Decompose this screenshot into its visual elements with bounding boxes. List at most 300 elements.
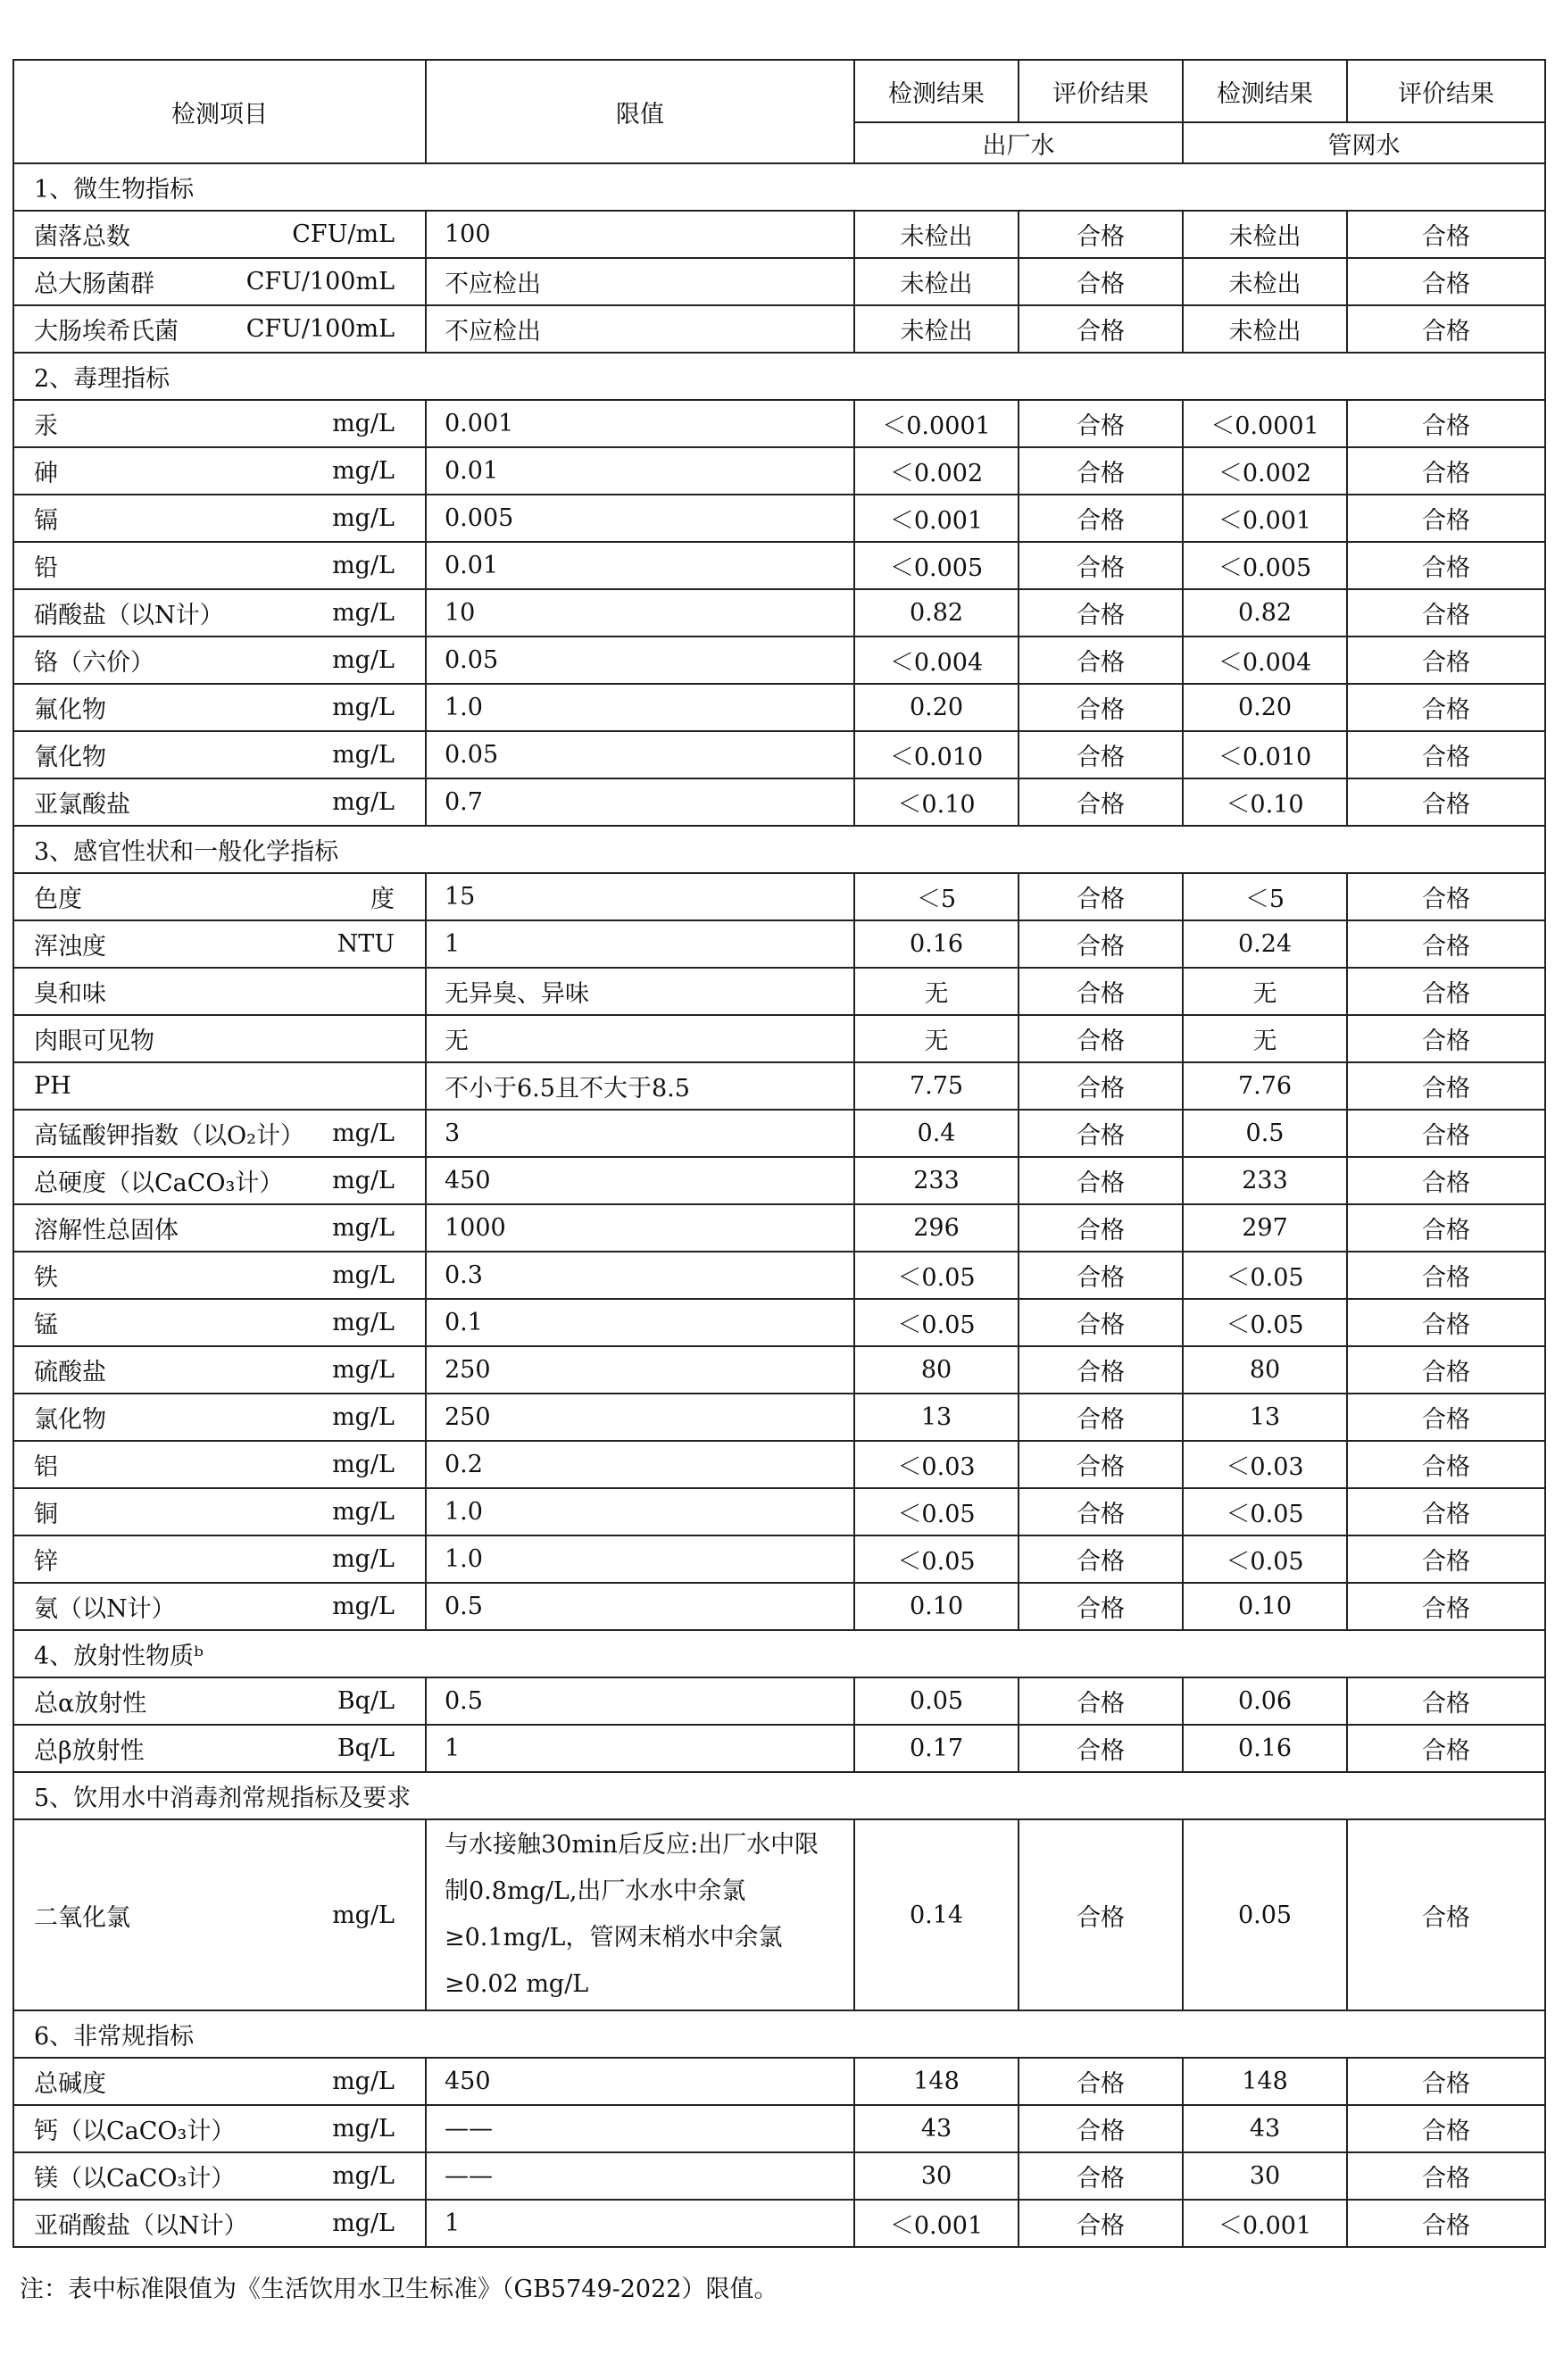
table-row xyxy=(13,1015,1545,1062)
limit-value: 0.01 xyxy=(426,447,854,495)
limit-value: 450 xyxy=(426,1157,854,1204)
factory-result: 0.20 xyxy=(854,684,1019,731)
section-row xyxy=(13,353,1545,400)
section-row xyxy=(13,1772,1545,1819)
item-name: 铅 xyxy=(34,554,58,582)
limit-value: 不应检出 xyxy=(426,305,854,353)
item-name: 铜 xyxy=(34,1501,58,1528)
factory-result: 未检出 xyxy=(854,211,1019,258)
factory-result: ＜0.05 xyxy=(854,1535,1019,1583)
item-unit: CFU/100mL xyxy=(245,268,395,295)
network-result: 233 xyxy=(1183,1157,1347,1204)
network-evaluation: 合格 xyxy=(1347,1583,1545,1630)
item-name: 大肠埃希氏菌 xyxy=(34,318,179,345)
item-wrap xyxy=(14,264,425,299)
network-result: ＜0.002 xyxy=(1183,447,1347,495)
header-limit: 限值 xyxy=(426,60,854,163)
item-cell xyxy=(13,1819,426,2010)
item-cell xyxy=(13,400,426,447)
item-unit: mg/L xyxy=(332,2115,395,2143)
limit-value: 1.0 xyxy=(426,684,854,731)
factory-evaluation: 合格 xyxy=(1019,873,1183,920)
network-result: 0.06 xyxy=(1183,1677,1347,1725)
section-row xyxy=(13,2010,1545,2058)
item-wrap xyxy=(14,1494,425,1529)
item-name: 总大肠菌群 xyxy=(34,270,154,298)
network-evaluation: 合格 xyxy=(1347,447,1545,495)
item-cell xyxy=(13,1488,426,1535)
limit-value: 与水接触30min后反应:出厂水中限制0.8mg/L,出厂水水中余氯≥0.1mg/L，管网末梢水中余氯≥0.02 mg/L xyxy=(426,1819,854,2010)
item-cell xyxy=(13,1441,426,1488)
item-wrap xyxy=(14,595,425,630)
factory-result: ＜0.05 xyxy=(854,1488,1019,1535)
table-row xyxy=(13,920,1545,968)
network-result: ＜0.05 xyxy=(1183,1535,1347,1583)
item-unit: mg/L xyxy=(332,1214,395,1242)
network-evaluation: 合格 xyxy=(1347,258,1545,305)
network-evaluation: 合格 xyxy=(1347,2058,1545,2105)
table-row xyxy=(13,1204,1545,1252)
item-unit: Bq/L xyxy=(337,1687,395,1715)
item-wrap xyxy=(14,1163,425,1198)
item-name: 总β放射性 xyxy=(34,1737,145,1765)
limit-value: 0.005 xyxy=(426,495,854,542)
table-row xyxy=(13,2200,1545,2247)
network-result: ＜0.03 xyxy=(1183,1441,1347,1488)
item-wrap xyxy=(14,785,425,820)
factory-evaluation: 合格 xyxy=(1019,2058,1183,2105)
item-wrap xyxy=(14,454,425,488)
network-result: 未检出 xyxy=(1183,211,1347,258)
network-evaluation: 合格 xyxy=(1347,637,1545,684)
factory-result: ＜0.001 xyxy=(854,2200,1019,2247)
item-unit: mg/L xyxy=(332,1309,395,1336)
factory-result: 296 xyxy=(854,1204,1019,1252)
item-name: 总α放射性 xyxy=(34,1690,147,1718)
factory-result: ＜0.10 xyxy=(854,778,1019,826)
factory-result: 0.4 xyxy=(854,1110,1019,1157)
network-result: 13 xyxy=(1183,1394,1347,1441)
item-wrap xyxy=(14,2206,425,2241)
network-evaluation: 合格 xyxy=(1347,495,1545,542)
item-wrap xyxy=(14,2159,425,2193)
header-result-network: 检测结果 xyxy=(1183,60,1347,122)
item-name: 亚硝酸盐（以N计） xyxy=(34,2212,248,2240)
factory-evaluation: 合格 xyxy=(1019,1677,1183,1725)
network-result: ＜0.001 xyxy=(1183,2200,1347,2247)
limit-value: 0.01 xyxy=(426,542,854,589)
network-result: ＜0.05 xyxy=(1183,1299,1347,1346)
limit-value: 不小于6.5且不大于8.5 xyxy=(426,1062,854,1110)
factory-result: 0.14 xyxy=(854,1819,1019,2010)
network-result: ＜0.05 xyxy=(1183,1252,1347,1299)
factory-evaluation: 合格 xyxy=(1019,542,1183,589)
table-row xyxy=(13,1157,1545,1204)
item-wrap xyxy=(14,1072,425,1100)
item-wrap xyxy=(14,548,425,583)
factory-result: 0.17 xyxy=(854,1725,1019,1772)
item-unit: mg/L xyxy=(332,2209,395,2237)
limit-value: 不应检出 xyxy=(426,258,854,305)
factory-evaluation: 合格 xyxy=(1019,211,1183,258)
table-row xyxy=(13,495,1545,542)
item-unit: mg/L xyxy=(332,1593,395,1620)
table-row xyxy=(13,1535,1545,1583)
item-unit: mg/L xyxy=(332,1451,395,1478)
limit-value: 无 xyxy=(426,1015,854,1062)
factory-result: 7.75 xyxy=(854,1062,1019,1110)
network-evaluation: 合格 xyxy=(1347,1819,1545,2010)
item-cell xyxy=(13,873,426,920)
table-row xyxy=(13,1252,1545,1299)
item-unit: mg/L xyxy=(332,1498,395,1526)
item-wrap xyxy=(14,217,425,252)
factory-evaluation: 合格 xyxy=(1019,495,1183,542)
item-name: 氨（以N计） xyxy=(34,1595,176,1623)
limit-value: 450 xyxy=(426,2058,854,2105)
water-quality-report-table xyxy=(12,59,1546,2248)
network-result: 30 xyxy=(1183,2152,1347,2200)
item-cell xyxy=(13,1299,426,1346)
item-name: 铝 xyxy=(34,1453,58,1481)
table-row xyxy=(13,1346,1545,1394)
factory-evaluation: 合格 xyxy=(1019,1535,1183,1583)
network-evaluation: 合格 xyxy=(1347,211,1545,258)
item-unit: mg/L xyxy=(332,1119,395,1147)
item-unit: NTU xyxy=(337,930,395,958)
factory-evaluation: 合格 xyxy=(1019,589,1183,637)
item-cell xyxy=(13,1394,426,1441)
item-unit: mg/L xyxy=(332,788,395,816)
item-name: 铬（六价） xyxy=(34,649,154,677)
factory-evaluation: 合格 xyxy=(1019,1441,1183,1488)
item-name: 总硬度（以CaCO₃计） xyxy=(34,1169,284,1197)
network-result: 297 xyxy=(1183,1204,1347,1252)
section-title: 3、感官性状和一般化学指标 xyxy=(13,826,1545,873)
network-evaluation: 合格 xyxy=(1347,1015,1545,1062)
table-row xyxy=(13,211,1545,258)
item-name: 臭和味 xyxy=(34,980,106,1008)
section-title: 5、饮用水中消毒剂常规指标及要求 xyxy=(13,1772,1545,1819)
factory-evaluation: 合格 xyxy=(1019,1062,1183,1110)
item-cell xyxy=(13,447,426,495)
item-cell xyxy=(13,1346,426,1394)
footnote: 注：表中标准限值为《生活饮用水卫生标准》（GB5749-2022）限值。 xyxy=(20,2276,778,2303)
item-wrap xyxy=(14,1305,425,1340)
network-evaluation: 合格 xyxy=(1347,1346,1545,1394)
item-unit: mg/L xyxy=(332,1167,395,1194)
item-cell xyxy=(13,637,426,684)
item-name: 氟化物 xyxy=(34,696,106,724)
network-result: 无 xyxy=(1183,968,1347,1015)
network-result: ＜0.0001 xyxy=(1183,400,1347,447)
item-unit: CFU/mL xyxy=(292,221,395,248)
item-name: 浑浊度 xyxy=(34,933,106,961)
network-result: 0.05 xyxy=(1183,1819,1347,2010)
table-row xyxy=(13,1394,1545,1441)
table-row xyxy=(13,2105,1545,2152)
network-evaluation: 合格 xyxy=(1347,1394,1545,1441)
item-name: 镁（以CaCO₃计） xyxy=(34,2165,236,2193)
item-wrap xyxy=(14,1352,425,1387)
factory-result: ＜0.005 xyxy=(854,542,1019,589)
network-evaluation: 合格 xyxy=(1347,873,1545,920)
item-cell xyxy=(13,1110,426,1157)
item-name: 总碱度 xyxy=(34,2070,106,2098)
item-name: PH xyxy=(34,1072,71,1100)
factory-result: 0.82 xyxy=(854,589,1019,637)
table-row xyxy=(13,1488,1545,1535)
limit-value: 0.3 xyxy=(426,1252,854,1299)
network-result: ＜5 xyxy=(1183,873,1347,920)
network-evaluation: 合格 xyxy=(1347,1110,1545,1157)
table-row xyxy=(13,1110,1545,1157)
item-cell xyxy=(13,1252,426,1299)
network-evaluation: 合格 xyxy=(1347,1441,1545,1488)
section-title: 2、毒理指标 xyxy=(13,353,1545,400)
limit-value: 0.5 xyxy=(426,1583,854,1630)
network-evaluation: 合格 xyxy=(1347,589,1545,637)
network-evaluation: 合格 xyxy=(1347,1677,1545,1725)
item-cell xyxy=(13,1677,426,1725)
factory-evaluation: 合格 xyxy=(1019,684,1183,731)
limit-value: 10 xyxy=(426,589,854,637)
header-result-factory: 检测结果 xyxy=(854,60,1019,122)
table-row xyxy=(13,778,1545,826)
network-result: 0.10 xyxy=(1183,1583,1347,1630)
item-wrap xyxy=(14,879,425,914)
table-row xyxy=(13,2058,1545,2105)
factory-result: 0.10 xyxy=(854,1583,1019,1630)
item-name: 溶解性总固体 xyxy=(34,1217,179,1244)
table-row xyxy=(13,1583,1545,1630)
item-unit: Bq/L xyxy=(337,1735,395,1762)
network-evaluation: 合格 xyxy=(1347,2200,1545,2247)
factory-evaluation: 合格 xyxy=(1019,920,1183,968)
factory-evaluation: 合格 xyxy=(1019,1157,1183,1204)
table-row xyxy=(13,1819,1545,2010)
item-cell xyxy=(13,778,426,826)
item-cell xyxy=(13,258,426,305)
item-cell xyxy=(13,305,426,353)
section-row xyxy=(13,163,1545,211)
network-result: 未检出 xyxy=(1183,305,1347,353)
network-result: ＜0.05 xyxy=(1183,1488,1347,1535)
table-row xyxy=(13,1299,1545,1346)
item-cell xyxy=(13,2105,426,2152)
item-name: 高锰酸钾指数（以O₂计） xyxy=(34,1122,304,1150)
table-row xyxy=(13,637,1545,684)
factory-result: 30 xyxy=(854,2152,1019,2200)
item-unit: mg/L xyxy=(332,1261,395,1289)
table-row xyxy=(13,400,1545,447)
item-name: 钙（以CaCO₃计） xyxy=(34,2118,236,2145)
section-row xyxy=(13,1630,1545,1677)
network-evaluation: 合格 xyxy=(1347,1488,1545,1535)
network-result: 无 xyxy=(1183,1015,1347,1062)
network-evaluation: 合格 xyxy=(1347,1535,1545,1583)
limit-value: 0.05 xyxy=(426,637,854,684)
item-unit: mg/L xyxy=(332,1901,395,1929)
limit-value: —— xyxy=(426,2105,854,2152)
item-unit: mg/L xyxy=(332,1356,395,1384)
table-row xyxy=(13,1725,1545,1772)
network-result: 0.24 xyxy=(1183,920,1347,968)
item-name: 色度 xyxy=(34,886,82,913)
item-cell xyxy=(13,1725,426,1772)
factory-result: ＜0.03 xyxy=(854,1441,1019,1488)
item-unit: mg/L xyxy=(332,646,395,674)
network-result: 80 xyxy=(1183,1346,1347,1394)
network-result: 0.20 xyxy=(1183,684,1347,731)
network-result: ＜0.010 xyxy=(1183,731,1347,778)
limit-value: 250 xyxy=(426,1394,854,1441)
table-row xyxy=(13,258,1545,305)
item-unit: mg/L xyxy=(332,2162,395,2190)
item-name: 锰 xyxy=(34,1311,58,1339)
factory-result: 148 xyxy=(854,2058,1019,2105)
item-wrap xyxy=(14,2064,425,2099)
item-wrap xyxy=(14,1116,425,1151)
factory-evaluation: 合格 xyxy=(1019,1204,1183,1252)
network-evaluation: 合格 xyxy=(1347,1252,1545,1299)
limit-value: 0.001 xyxy=(426,400,854,447)
factory-result: 233 xyxy=(854,1157,1019,1204)
network-result: 0.5 xyxy=(1183,1110,1347,1157)
factory-result: 0.16 xyxy=(854,920,1019,968)
limit-value: —— xyxy=(426,2152,854,2200)
table-row xyxy=(13,684,1545,731)
item-name: 汞 xyxy=(34,412,58,440)
factory-evaluation: 合格 xyxy=(1019,1819,1183,2010)
table-row xyxy=(13,589,1545,637)
network-result: ＜0.10 xyxy=(1183,778,1347,826)
header-eval-factory: 评价结果 xyxy=(1019,60,1183,122)
factory-result: ＜0.05 xyxy=(854,1299,1019,1346)
factory-result: 13 xyxy=(854,1394,1019,1441)
item-cell xyxy=(13,731,426,778)
table-row xyxy=(13,1062,1545,1110)
table-row xyxy=(13,968,1545,1015)
factory-evaluation: 合格 xyxy=(1019,1725,1183,1772)
item-wrap xyxy=(14,312,425,346)
item-name: 氰化物 xyxy=(34,744,106,771)
limit-value: 100 xyxy=(426,211,854,258)
network-evaluation: 合格 xyxy=(1347,968,1545,1015)
item-wrap xyxy=(14,737,425,772)
factory-evaluation: 合格 xyxy=(1019,258,1183,305)
factory-evaluation: 合格 xyxy=(1019,1394,1183,1441)
item-wrap xyxy=(14,1211,425,1245)
item-unit: CFU/100mL xyxy=(245,315,395,343)
item-cell xyxy=(13,1157,426,1204)
network-result: 未检出 xyxy=(1183,258,1347,305)
limit-value: 1 xyxy=(426,920,854,968)
network-evaluation: 合格 xyxy=(1347,2152,1545,2200)
table-row xyxy=(13,1441,1545,1488)
item-cell xyxy=(13,920,426,968)
item-wrap xyxy=(14,1589,425,1624)
factory-result: 未检出 xyxy=(854,258,1019,305)
factory-result: ＜0.0001 xyxy=(854,400,1019,447)
limit-value: 0.2 xyxy=(426,1441,854,1488)
item-unit: mg/L xyxy=(332,552,395,579)
item-name: 锌 xyxy=(34,1548,58,1576)
header-eval-network: 评价结果 xyxy=(1347,60,1545,122)
limit-value: 1 xyxy=(426,2200,854,2247)
item-cell xyxy=(13,968,426,1015)
table-row xyxy=(13,731,1545,778)
factory-result: ＜5 xyxy=(854,873,1019,920)
section-row xyxy=(13,826,1545,873)
item-cell xyxy=(13,1535,426,1583)
item-wrap xyxy=(14,1542,425,1577)
network-result: ＜0.004 xyxy=(1183,637,1347,684)
factory-evaluation: 合格 xyxy=(1019,1488,1183,1535)
limit-value: 15 xyxy=(426,873,854,920)
item-wrap xyxy=(14,1447,425,1482)
network-result: 0.16 xyxy=(1183,1725,1347,1772)
header-group-factory-water: 出厂水 xyxy=(854,122,1183,163)
network-evaluation: 合格 xyxy=(1347,305,1545,353)
factory-evaluation: 合格 xyxy=(1019,2105,1183,2152)
network-evaluation: 合格 xyxy=(1347,778,1545,826)
item-wrap xyxy=(14,927,425,961)
item-name: 二氧化氯 xyxy=(34,1903,130,1932)
item-wrap xyxy=(14,1898,425,1933)
network-evaluation: 合格 xyxy=(1347,542,1545,589)
limit-value: 1.0 xyxy=(426,1535,854,1583)
item-name: 铁 xyxy=(34,1264,58,1292)
item-unit: mg/L xyxy=(332,410,395,437)
section-title: 4、放射性物质ᵇ xyxy=(13,1630,1545,1677)
factory-evaluation: 合格 xyxy=(1019,400,1183,447)
network-evaluation: 合格 xyxy=(1347,1725,1545,1772)
factory-evaluation: 合格 xyxy=(1019,1015,1183,1062)
header-row xyxy=(13,60,1545,122)
network-evaluation: 合格 xyxy=(1347,400,1545,447)
item-cell xyxy=(13,2152,426,2200)
item-wrap xyxy=(14,406,425,441)
item-name: 硝酸盐（以N计） xyxy=(34,602,224,629)
limit-value: 1000 xyxy=(426,1204,854,1252)
factory-evaluation: 合格 xyxy=(1019,637,1183,684)
network-evaluation: 合格 xyxy=(1347,1299,1545,1346)
factory-result: ＜0.010 xyxy=(854,731,1019,778)
limit-value: 0.1 xyxy=(426,1299,854,1346)
item-cell xyxy=(13,684,426,731)
item-unit: mg/L xyxy=(332,694,395,721)
item-name: 硫酸盐 xyxy=(34,1359,106,1386)
factory-result: ＜0.002 xyxy=(854,447,1019,495)
item-cell xyxy=(13,1583,426,1630)
table-row xyxy=(13,447,1545,495)
item-wrap xyxy=(14,1021,425,1056)
network-evaluation: 合格 xyxy=(1347,1062,1545,1110)
factory-evaluation: 合格 xyxy=(1019,1252,1183,1299)
network-result: 43 xyxy=(1183,2105,1347,2152)
network-evaluation: 合格 xyxy=(1347,2105,1545,2152)
item-unit: mg/L xyxy=(332,1403,395,1431)
section-title: 6、非常规指标 xyxy=(13,2010,1545,2058)
factory-result: 0.05 xyxy=(854,1677,1019,1725)
table-row xyxy=(13,305,1545,353)
item-name: 菌落总数 xyxy=(34,223,130,251)
table-row xyxy=(13,1677,1545,1725)
factory-result: 无 xyxy=(854,968,1019,1015)
item-cell xyxy=(13,2200,426,2247)
factory-evaluation: 合格 xyxy=(1019,968,1183,1015)
